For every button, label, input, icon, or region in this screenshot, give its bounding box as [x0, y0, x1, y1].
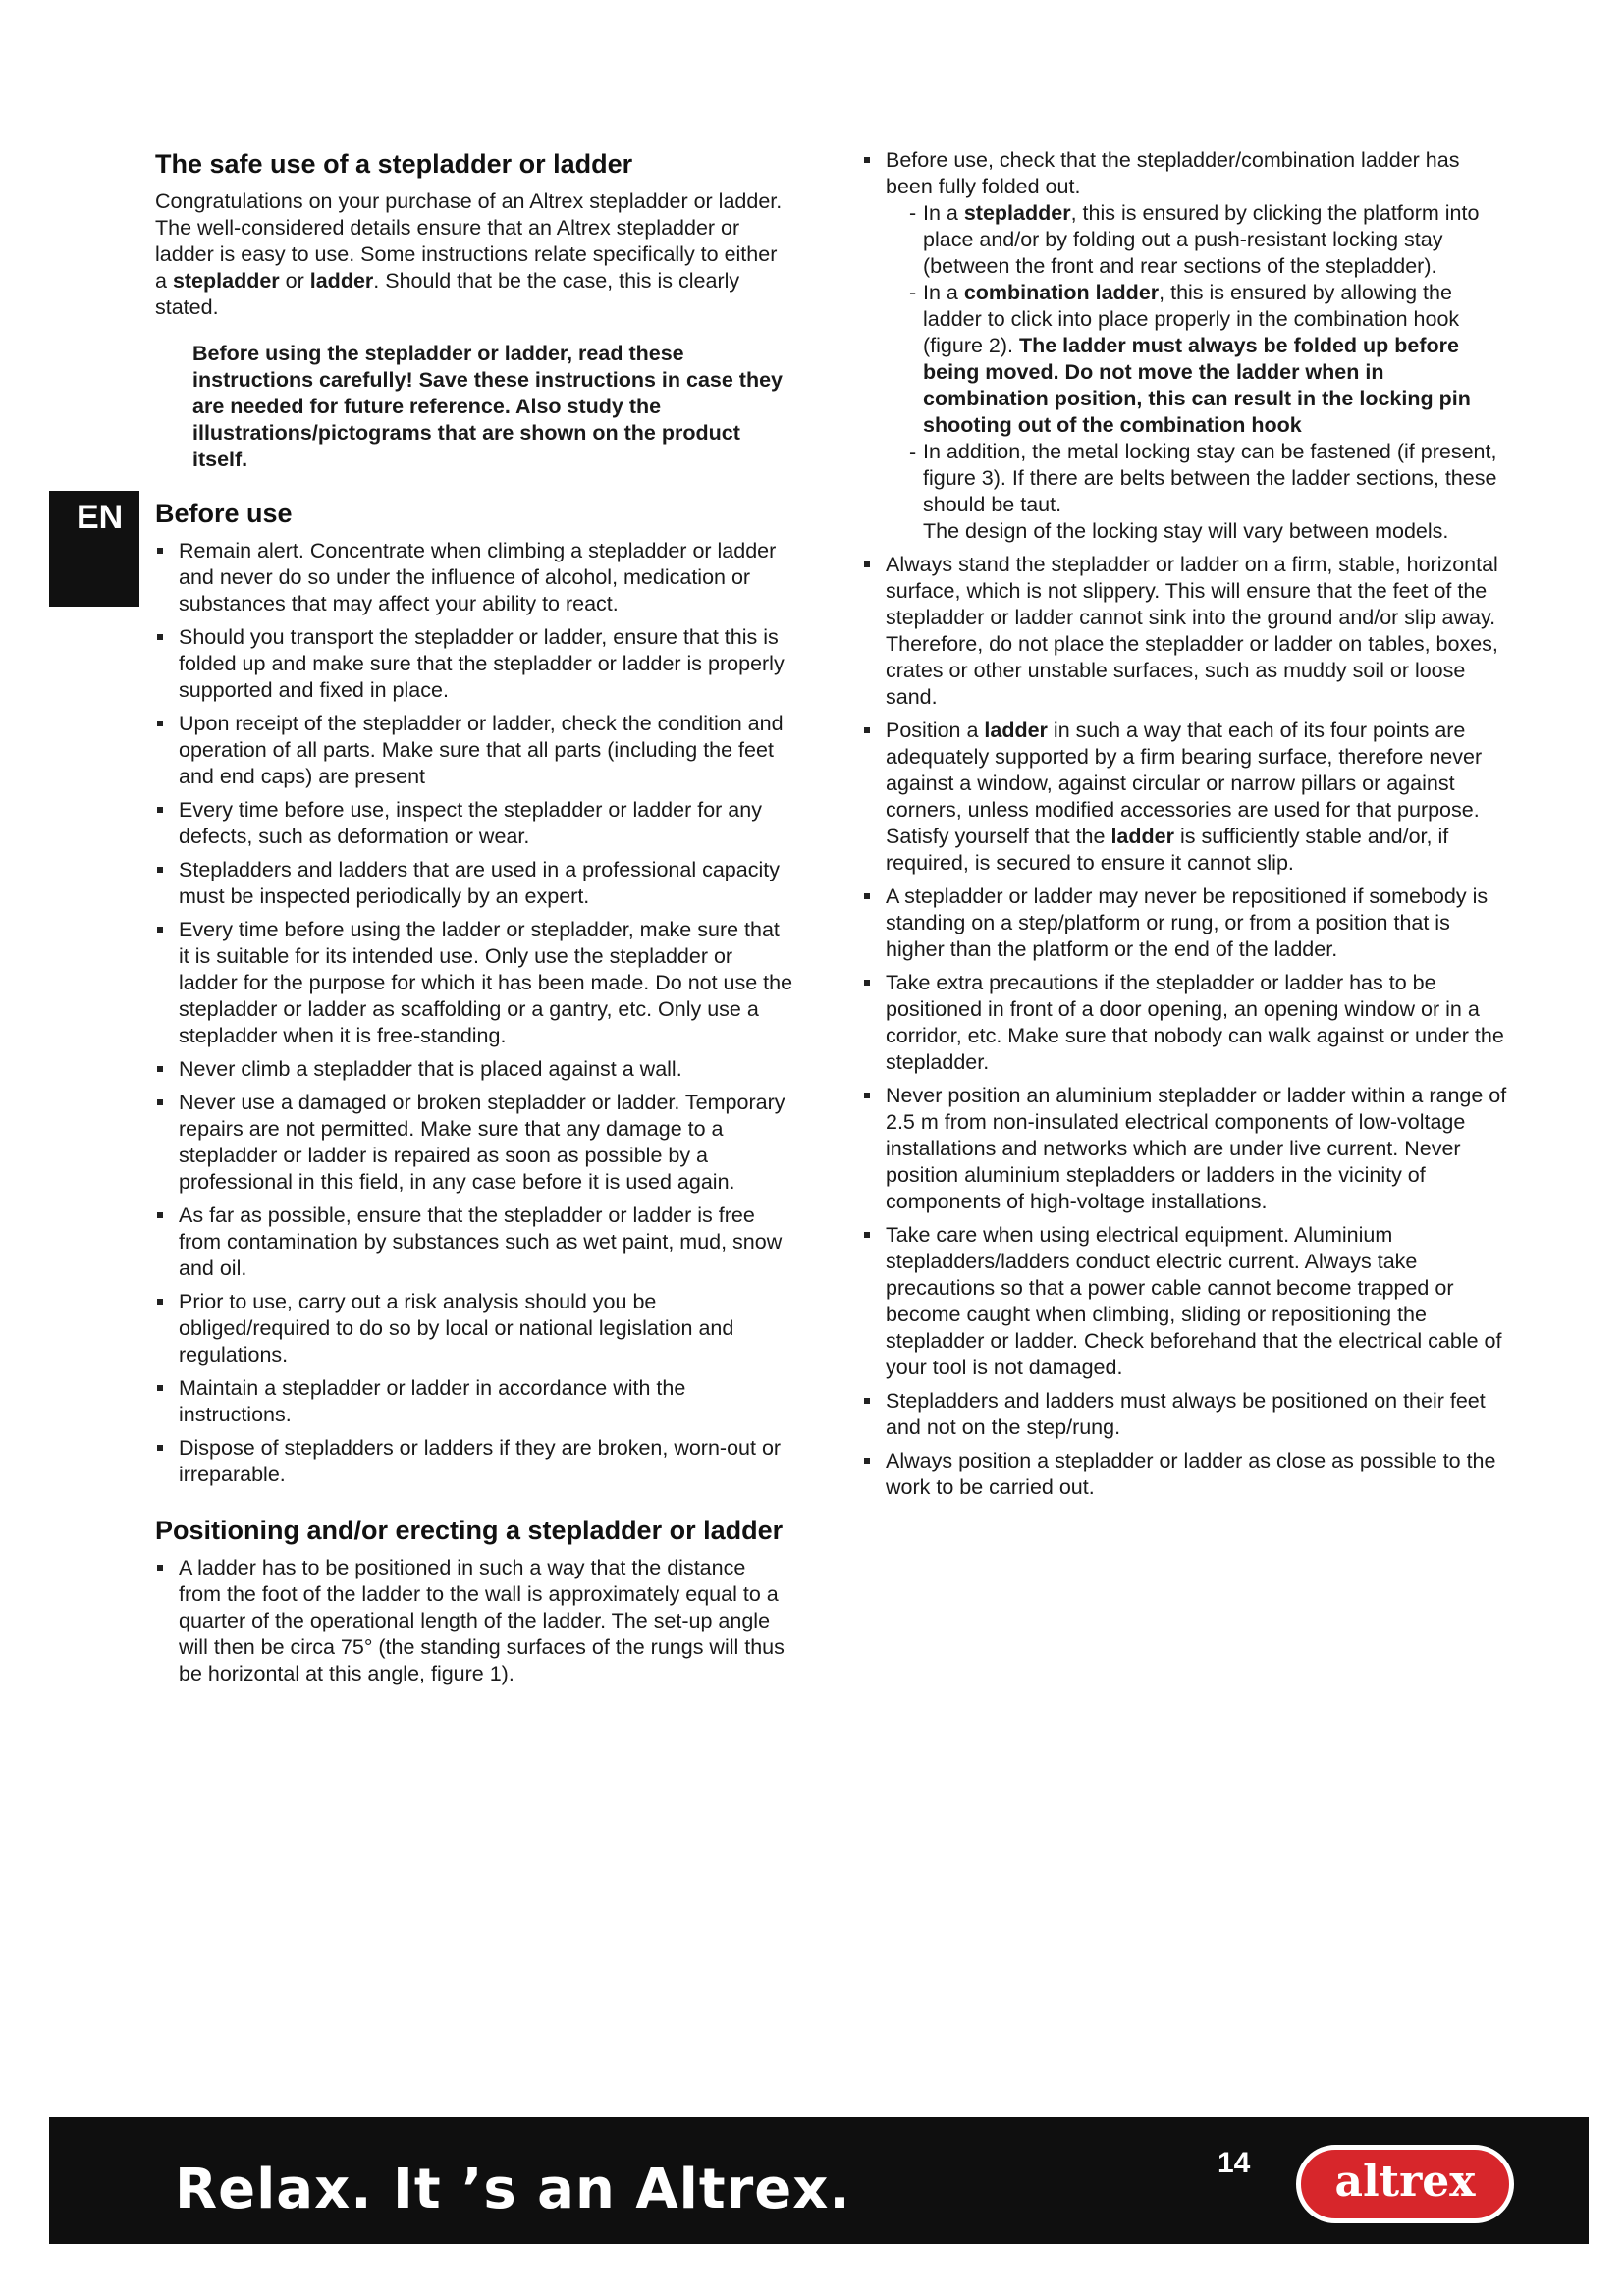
list-item-text: As far as possible, ensure that the stepladder or ladder is free from contamination by substances such as wet paint, mud, snow and oil. — [179, 1203, 783, 1280]
bold-term: ladder — [309, 269, 374, 293]
list-item — [862, 1083, 1508, 1215]
intro-paragraph: Congratulations on your purchase of an Altrex stepladder or ladder. The well-considered details ensure that an Altrex stepladder or ladder is easy to use. Some instructions relate specifically to either a stepladder or ladder. Should that be the case, this is clearly stated. — [155, 189, 783, 319]
list-item-text: A ladder has to be positioned in such a way that the distance from the foot of the ladder to the wall is approximately equal to a quarter of the operational length of the ladder. The set-up angle will then be circa 75° (the standing surfaces of the rungs will thus be horizontal at this angle, figure 1). — [179, 1556, 785, 1685]
positioning-list — [155, 1555, 793, 1687]
fold-out-sublist — [886, 200, 1508, 545]
list-item-text: Always position a stepladder or ladder as close as possible to the work to be carried out. — [886, 1449, 1496, 1499]
sub-list-item: - In a combination ladder, this is ensured by allowing the ladder to click into place properly in the combination hook (figure 2). The ladder must always be folded up before being moved. Do not move the ladder when in combination position, this can result in the locking pin shooting out of the combination hook — [909, 280, 1508, 439]
list-item — [862, 1388, 1508, 1441]
right-column — [862, 147, 1508, 1508]
list-item — [155, 797, 793, 850]
list-item — [155, 1555, 793, 1687]
list-item-text: Dispose of stepladders or ladders if they are broken, worn-out or irreparable. — [179, 1436, 782, 1486]
list-item-text: Every time before use, inspect the stepladder or ladder for any defects, such as deformation or wear. — [179, 798, 762, 848]
warning-paragraph: Before using the stepladder or ladder, read these instructions carefully! Save these instructions in case they are needed for future reference. Also study the illustrations/pictograms that are shown on the product itself. — [192, 342, 784, 471]
list-item-text: Prior to use, carry out a risk analysis should you be obliged/required to do so by local or national legislation and regulations. — [179, 1290, 734, 1366]
bold-term: The ladder must always be folded up before being moved. Do not move the ladder when in combination position, this can result in the locking pin shooting out of the combination hook — [923, 334, 1471, 437]
sub-list-item-text: - In addition, the metal locking stay can be fastened (if present, figure 3). If there are belts between the ladder sections, these should be taut. — [923, 440, 1497, 516]
list-item-text: Take extra precautions if the stepladder or ladder has to be positioned in front of a door opening, an opening window or in a corridor, etc. Make sure that nobody can walk against or under the stepladder. — [886, 971, 1504, 1074]
bold-term: combination ladder — [963, 281, 1160, 304]
list-item-text: Maintain a stepladder or ladder in accordance with the instructions. — [179, 1376, 686, 1426]
list-item-text: Take care when using electrical equipment. Aluminium stepladders/ladders conduct electric current. Always take precautions so that a power cable cannot become trapped or become caught when climbing, sliding or repositioning the stepladder or ladder. Check beforehand that the electrical cable of your tool is not damaged. — [886, 1223, 1502, 1379]
list-item — [862, 147, 1508, 545]
footer-slogan: Relax. It ’s an Altrex. — [175, 2158, 851, 2221]
bold-term: stepladder — [172, 269, 280, 293]
language-tab: EN — [49, 491, 139, 607]
list-item — [862, 883, 1508, 963]
bold-term: stepladder — [963, 201, 1071, 225]
sub-list-item-note: The design of the locking stay will vary between models. — [923, 519, 1449, 543]
list-item — [155, 538, 793, 617]
list-item-text: Should you transport the stepladder or ladder, ensure that this is folded up and make sure that the stepladder or ladder is properly supported and fixed in place. — [179, 625, 785, 702]
altrex-logo: altrex — [1296, 2145, 1514, 2223]
list-item-text: Always stand the stepladder or ladder on a firm, stable, horizontal surface, which is not slippery. This will ensure that the feet of the stepladder or ladder cannot sink into the ground and/or slip away. Therefore, do not place the stepladder or ladder on tables, boxes, crates or other unstable surfaces, such as muddy soil or loose sand. — [886, 553, 1498, 709]
list-item — [155, 711, 793, 790]
fold-out-intro: Before use, check that the stepladder/combination ladder has been fully folded out. — [886, 148, 1460, 198]
positioning-list-continued — [862, 147, 1508, 1501]
section-title-safe-use: The safe use of a stepladder or ladder — [155, 149, 633, 179]
bold-term: ladder — [1110, 825, 1174, 848]
list-item — [862, 1222, 1508, 1381]
list-item-text: Remain alert. Concentrate when climbing a stepladder or ladder and never do so under the influence of alcohol, medication or substances that may affect your ability to react. — [179, 539, 777, 615]
list-item — [155, 1056, 793, 1083]
sub-list-item: - In a stepladder, this is ensured by clicking the platform into place and/or by folding out a push-resistant locking stay (between the front and rear sections of the stepladder). — [909, 200, 1508, 280]
list-item — [862, 718, 1508, 877]
list-item — [155, 917, 793, 1049]
section-title-positioning: Positioning and/or erecting a stepladder or ladder — [155, 1516, 784, 1545]
list-item — [155, 1435, 793, 1488]
list-item-text: Never use a damaged or broken stepladder or ladder. Temporary repairs are not permitted. Make sure that any damage to a stepladder or ladder is repaired as soon as possible by a professional in this field, in any case before it is used again. — [179, 1091, 785, 1194]
list-item — [155, 624, 793, 704]
list-item-text: Never climb a stepladder that is placed against a wall. — [179, 1057, 682, 1081]
sub-list-item — [909, 439, 1508, 545]
left-column — [155, 147, 793, 1694]
list-item — [155, 1202, 793, 1282]
page-number: 14 — [1218, 2147, 1251, 2179]
list-item — [155, 857, 793, 910]
list-item — [155, 1289, 793, 1368]
section-title-before-use: Before use — [155, 499, 293, 528]
list-item-text: Stepladders and ladders that are used in a professional capacity must be inspected periodically by an expert. — [179, 858, 780, 908]
list-item-text: Never position an aluminium stepladder or ladder within a range of 2.5 m from non-insulated electrical components of low-voltage installations and networks which are under live current. Never position aluminium stepladders or ladders in the vicinity of components of high-voltage installations. — [886, 1084, 1507, 1213]
list-item-text: Every time before using the ladder or stepladder, make sure that it is suitable for its intended use. Only use the stepladder or ladder for the purpose for which it has been made. Do not use the stepladder or ladder as scaffolding or a gantry, etc. Only use a stepladder when it is free-standing. — [179, 918, 793, 1047]
list-item — [155, 1090, 793, 1196]
list-item-text: A stepladder or ladder may never be repositioned if somebody is standing on a step/platform or rung, or from a position that is higher than the platform or the end of the ladder. — [886, 884, 1489, 961]
footer-banner — [49, 2117, 1589, 2244]
list-item — [862, 970, 1508, 1076]
list-item — [862, 552, 1508, 711]
list-item — [155, 1375, 793, 1428]
before-use-list — [155, 538, 793, 1488]
bold-term: ladder — [984, 719, 1048, 742]
list-item — [862, 1448, 1508, 1501]
list-item-text: Stepladders and ladders must always be positioned on their feet and not on the step/rung. — [886, 1389, 1486, 1439]
list-item-text: Upon receipt of the stepladder or ladder, check the condition and operation of all parts. Make sure that all parts (including the feet and end caps) are present — [179, 712, 784, 788]
list-item-text: Position a ladder in such a way that each of its four points are adequately supported by a firm bearing surface, therefore never against a window, against circular or narrow pillars or against corners, unless modified accessories are used for that purpose. Satisfy yourself that the ladder is sufficiently stable and/or, if required, is secured to ensure it cannot slip. — [886, 719, 1483, 875]
